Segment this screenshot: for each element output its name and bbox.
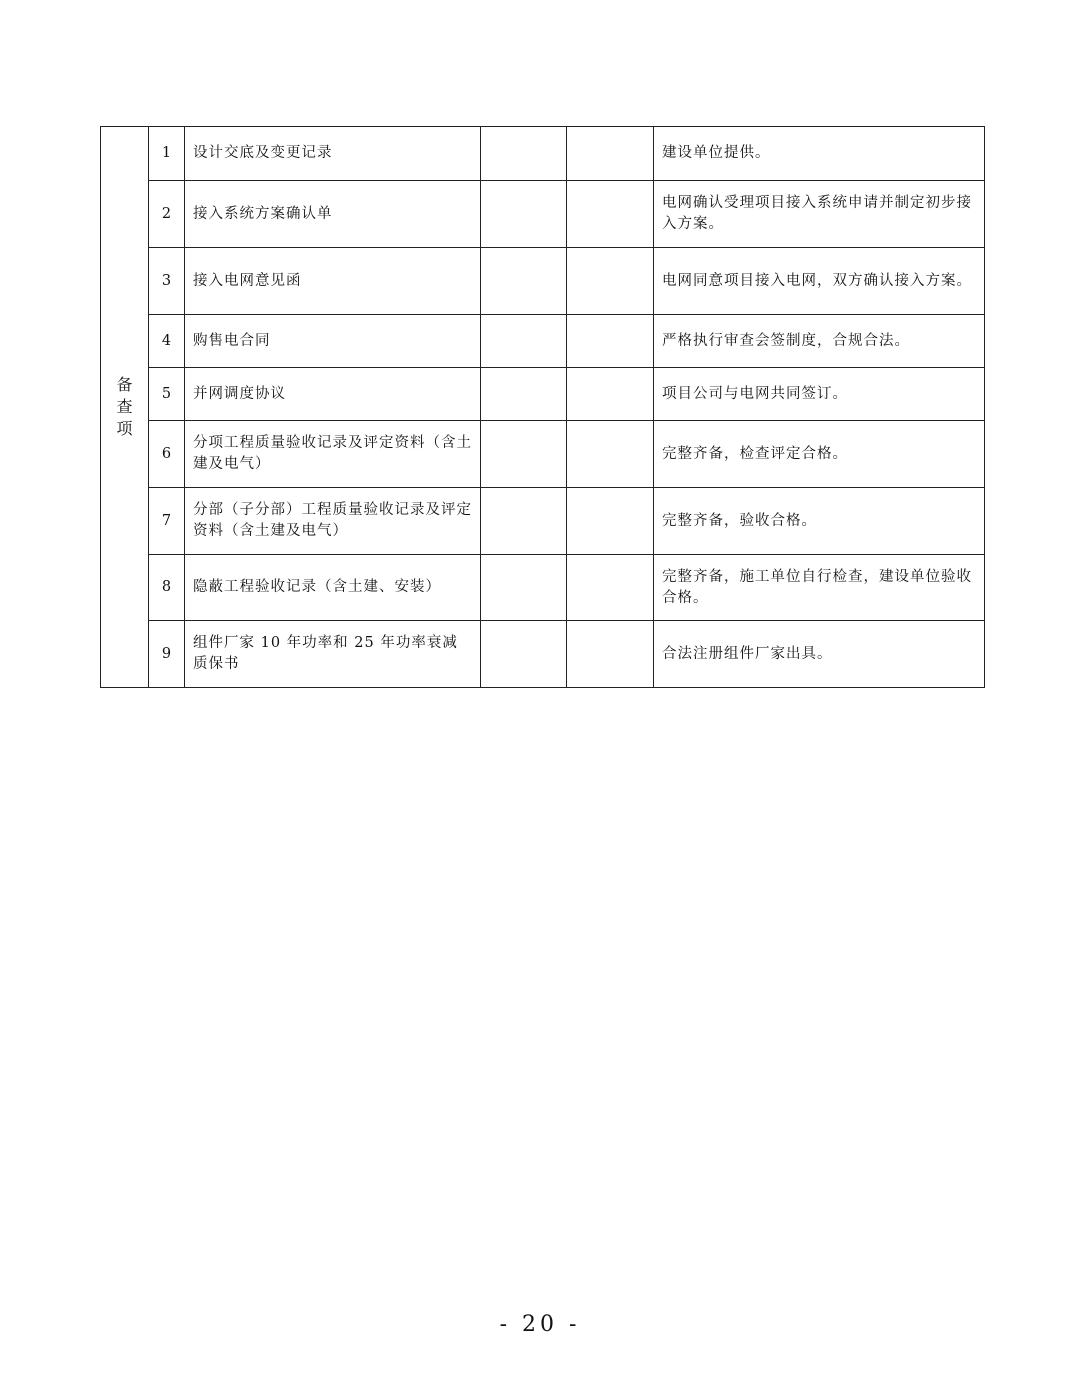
table-row — [101, 315, 985, 368]
item-note: 完整齐备，验收合格。 — [654, 488, 985, 555]
table-row — [101, 248, 985, 315]
empty-cell — [481, 127, 567, 181]
empty-cell — [567, 368, 654, 421]
item-name: 接入系统方案确认单 — [185, 181, 481, 248]
item-name: 组件厂家 10 年功率和 25 年功率衰减质保书 — [185, 621, 481, 688]
item-note: 严格执行审查会签制度，合规合法。 — [654, 315, 985, 368]
empty-cell — [567, 248, 654, 315]
item-name: 并网调度协议 — [185, 368, 481, 421]
item-note: 电网确认受理项目接入系统申请并制定初步接入方案。 — [654, 181, 985, 248]
empty-cell — [481, 248, 567, 315]
empty-cell — [481, 488, 567, 555]
row-number: 3 — [149, 248, 185, 315]
table-row — [101, 621, 985, 688]
item-note: 建设单位提供。 — [654, 127, 985, 181]
empty-cell — [567, 315, 654, 368]
item-name: 隐蔽工程验收记录（含土建、安装） — [185, 555, 481, 621]
empty-cell — [481, 621, 567, 688]
table-body — [101, 127, 985, 688]
item-name: 购售电合同 — [185, 315, 481, 368]
table-row — [101, 181, 985, 248]
item-name: 分部（子分部）工程质量验收记录及评定资料（含土建及电气） — [185, 488, 481, 555]
item-note: 电网同意项目接入电网，双方确认接入方案。 — [654, 248, 985, 315]
empty-cell — [481, 555, 567, 621]
row-number: 5 — [149, 368, 185, 421]
item-note: 项目公司与电网共同签订。 — [654, 368, 985, 421]
item-note: 完整齐备，检查评定合格。 — [654, 421, 985, 488]
empty-cell — [567, 127, 654, 181]
empty-cell — [567, 421, 654, 488]
empty-cell — [567, 488, 654, 555]
row-number: 1 — [149, 127, 185, 181]
row-number: 9 — [149, 621, 185, 688]
item-name: 设计交底及变更记录 — [185, 127, 481, 181]
item-note: 完整齐备，施工单位自行检查，建设单位验收合格。 — [654, 555, 985, 621]
row-number: 2 — [149, 181, 185, 248]
inspection-table — [100, 126, 985, 688]
table-row — [101, 368, 985, 421]
table-row — [101, 421, 985, 488]
table-row — [101, 127, 985, 181]
empty-cell — [481, 315, 567, 368]
row-number: 8 — [149, 555, 185, 621]
empty-cell — [481, 181, 567, 248]
item-name: 接入电网意见函 — [185, 248, 481, 315]
empty-cell — [481, 421, 567, 488]
item-note: 合法注册组件厂家出具。 — [654, 621, 985, 688]
table-row — [101, 555, 985, 621]
row-number: 7 — [149, 488, 185, 555]
empty-cell — [567, 181, 654, 248]
item-name: 分项工程质量验收记录及评定资料（含土建及电气） — [185, 421, 481, 488]
empty-cell — [481, 368, 567, 421]
empty-cell — [567, 555, 654, 621]
page-number: - 20 - — [499, 1312, 581, 1337]
row-number: 6 — [149, 421, 185, 488]
empty-cell — [567, 621, 654, 688]
category-cell: 备 查 项 — [101, 127, 149, 688]
table-row — [101, 488, 985, 555]
row-number: 4 — [149, 315, 185, 368]
